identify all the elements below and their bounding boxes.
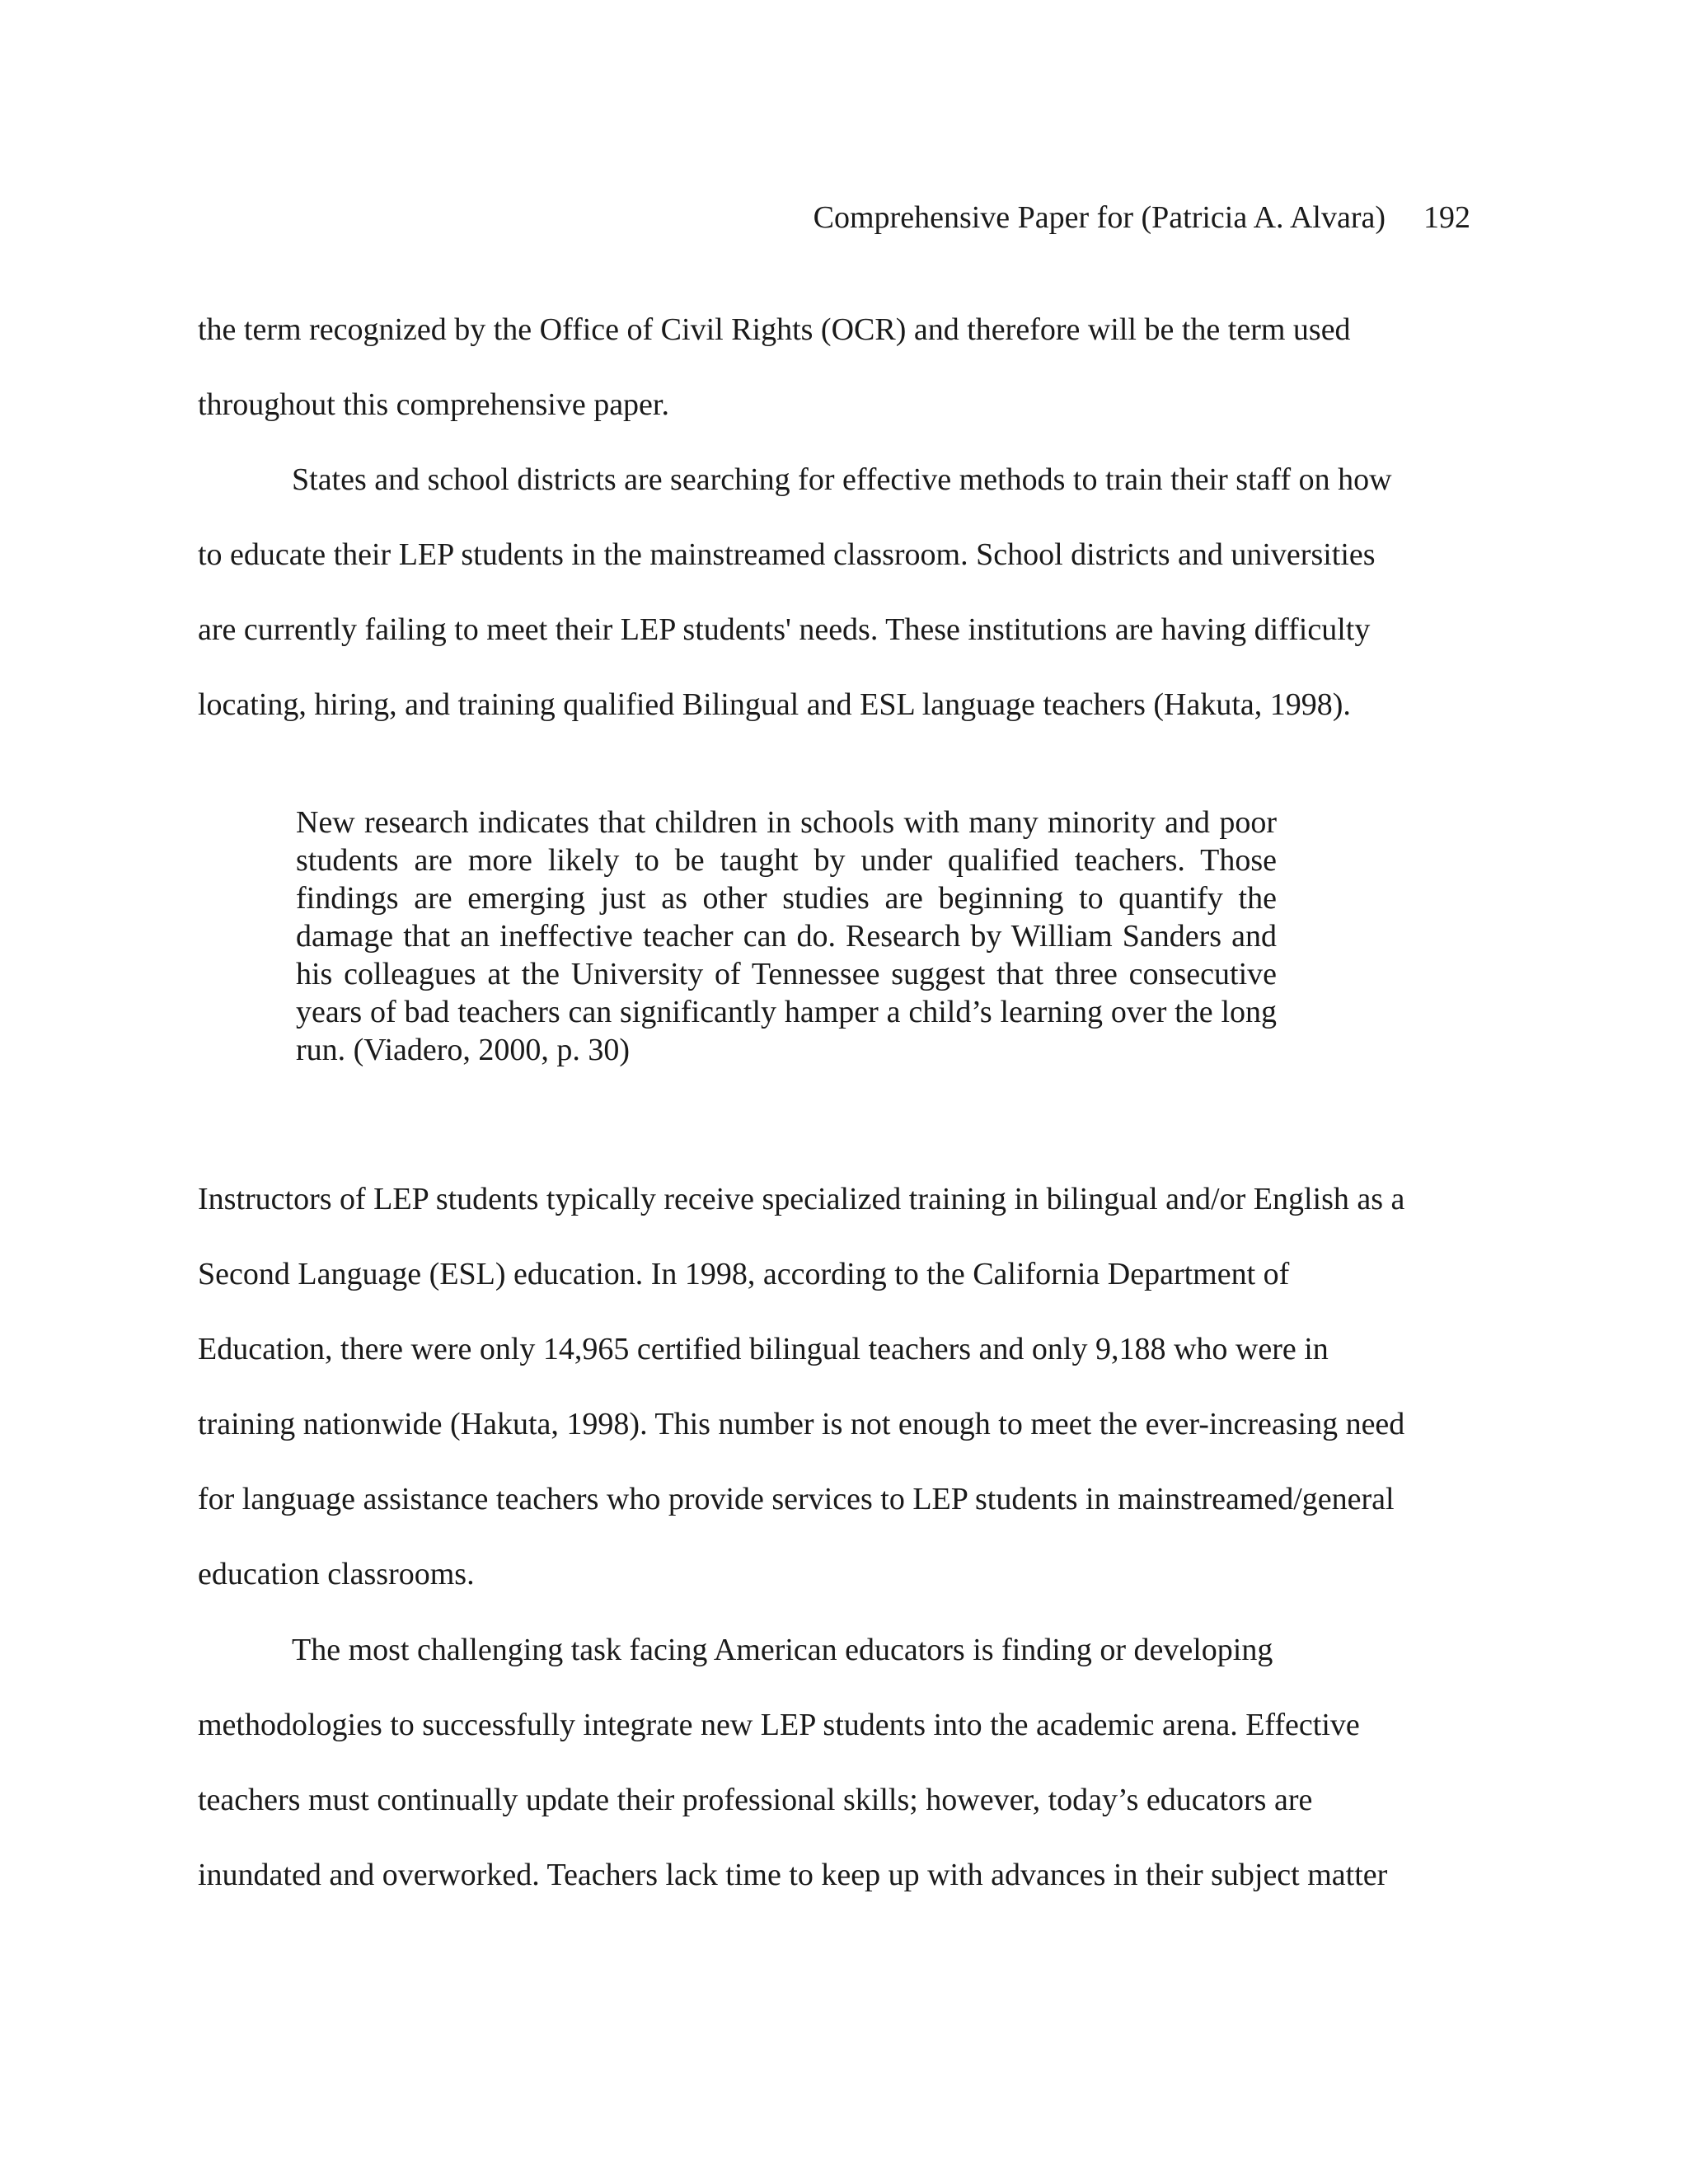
paragraph-challenging-task: The most challenging task facing American educators is finding or developing methodologies to successfully integrate new LEP students into the academic arena. Effective teachers must continually update their professional skills; however, today’s educators are inundated and overworked. Teachers lack time to keep up with advances in their subject matter xyxy=(198,1633,1388,1892)
running-head-title: Comprehensive Paper for (Patricia A. Alvara) xyxy=(813,200,1386,235)
paragraph-states-and-districts: States and school districts are searching for effective methods to train their staff on how to educate their LEP students in the mainstreamed classroom. School districts and universities are currently failing to meet their LEP students' needs. These institutions are having difficulty locating, hiring, and training qualified Bilingual and ESL language teachers (Hakuta, 1998). xyxy=(198,462,1392,722)
paragraph-continuation: the term recognized by the Office of Civil Rights (OCR) and therefore will be the term used throughout this comprehensive paper. xyxy=(198,312,1351,422)
page-number: 192 xyxy=(1423,200,1470,235)
paragraph-instructors: Instructors of LEP students typically receive specialized training in bilingual and/or English as a Second Language (ESL) education. In 1998, according to the California Department of Education, there were only 14,965 certified bilingual teachers and only 9,188 who were in training nationwide (Hakuta, 1998). This number is not enough to meet the ever-increasing need for language assistance teachers who provide services to LEP students in mainstreamed/general education classrooms. xyxy=(198,1182,1405,1591)
block-quote: New research indicates that children in schools with many minority and poor students are more likely to be taught by under qualified teachers. Those findings are emerging just as other studies are beginning to quantify the damage that an ineffective teacher can do. Research by William Sanders and his colleagues at the University of Tennessee suggest that three consecutive years of bad teachers can significantly hamper a child’s learning over the long run. (Viadero, 2000, p. 30) xyxy=(296,805,1277,1067)
running-head xyxy=(814,198,1470,237)
